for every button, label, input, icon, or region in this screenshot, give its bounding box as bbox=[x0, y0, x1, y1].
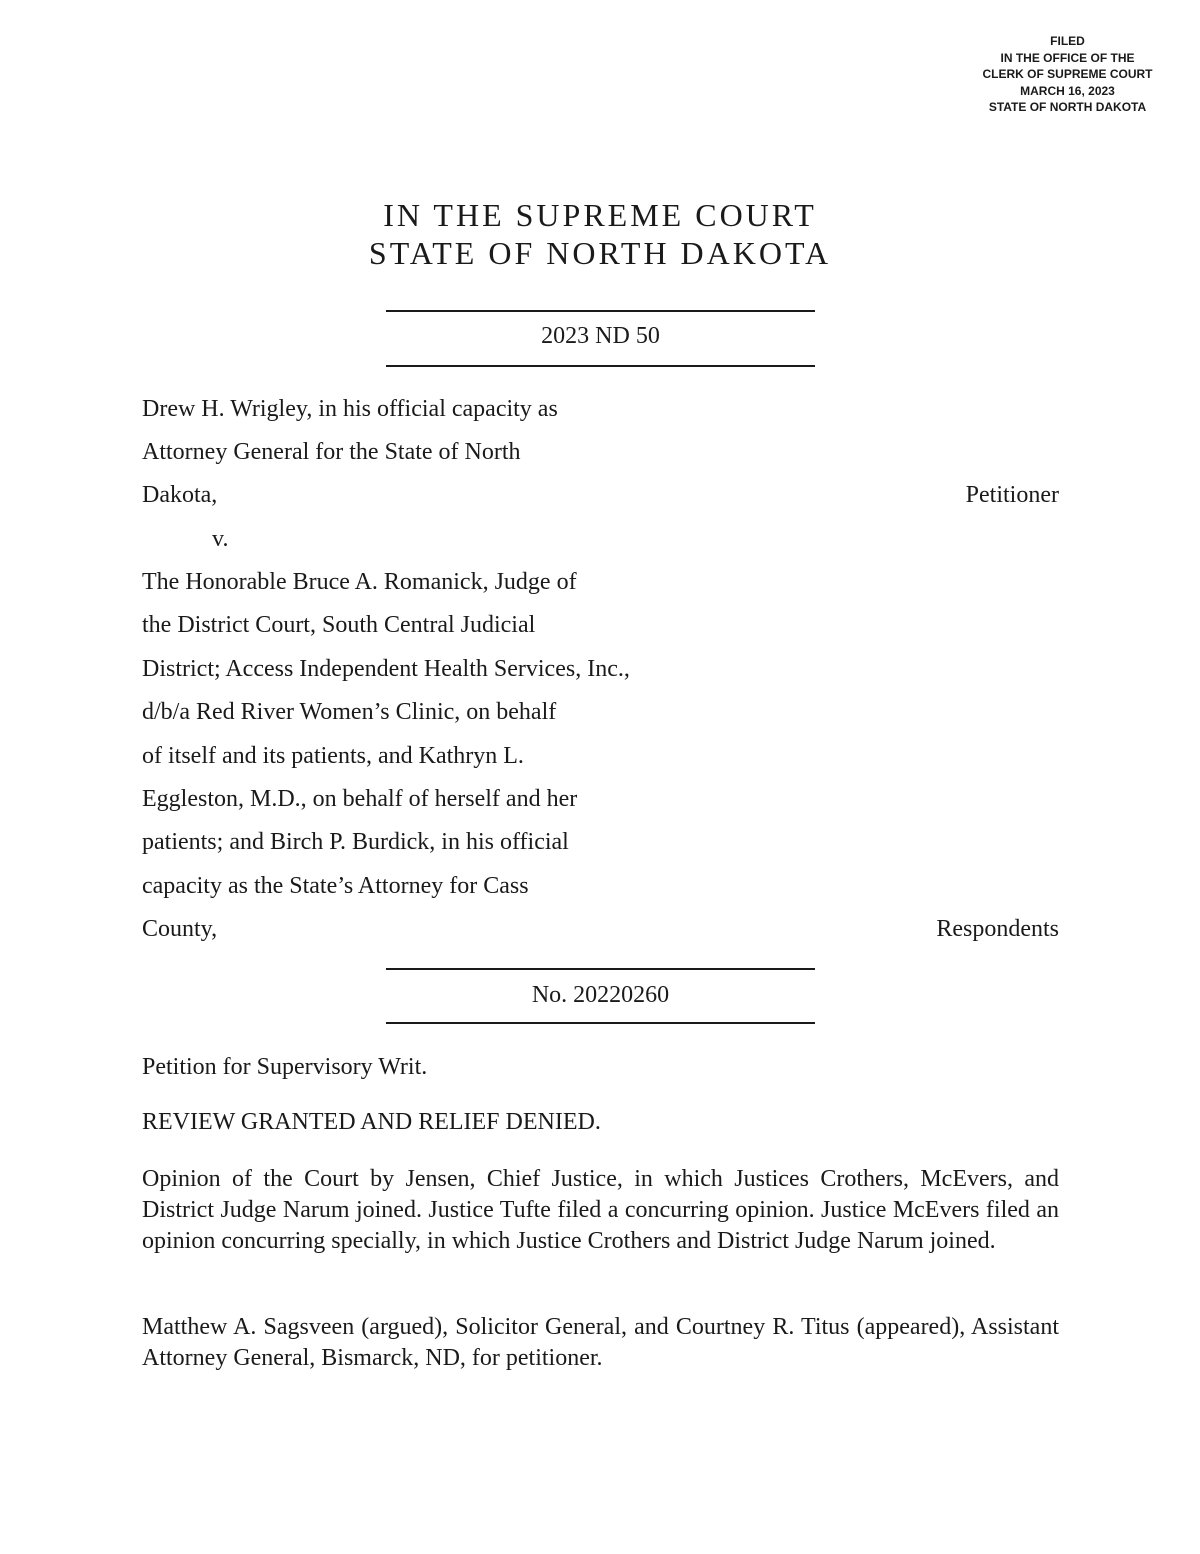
disposition: REVIEW GRANTED AND RELIEF DENIED. bbox=[142, 1109, 601, 1135]
petitioner-line: Attorney General for the State of North bbox=[142, 439, 521, 465]
respondent-line: capacity as the State’s Attorney for Cass bbox=[142, 873, 529, 899]
court-title-line-1: IN THE SUPREME COURT bbox=[383, 197, 817, 233]
respondent-line: Eggleston, M.D., on behalf of herself and her bbox=[142, 786, 578, 812]
filing-stamp-line: STATE OF NORTH DAKOTA bbox=[988, 100, 1147, 114]
divider-rule bbox=[386, 310, 815, 312]
respondent-line: of itself and its patients, and Kathryn L. bbox=[142, 743, 524, 769]
petitioner-line: Dakota, bbox=[142, 482, 218, 508]
filing-stamp-line: FILED bbox=[1050, 34, 1085, 48]
respondent-line: the District Court, South Central Judicial bbox=[142, 612, 536, 638]
divider-rule bbox=[386, 365, 815, 367]
petitioner-line: Drew H. Wrigley, in his official capacity as bbox=[142, 396, 558, 422]
court-title bbox=[0, 196, 1200, 272]
proceeding-type: Petition for Supervisory Writ. bbox=[142, 1054, 428, 1080]
respondent-line: County, bbox=[142, 916, 218, 942]
respondent-line: District; Access Independent Health Services, Inc., bbox=[142, 656, 630, 682]
filing-stamp bbox=[960, 33, 1175, 116]
docket-number: No. 20220260 bbox=[531, 982, 670, 1008]
filing-stamp-line: IN THE OFFICE OF THE bbox=[1000, 50, 1135, 65]
filing-stamp-line: MARCH 16, 2023 bbox=[1020, 83, 1115, 98]
court-title-line-2: STATE OF NORTH DAKOTA bbox=[368, 235, 832, 271]
respondent-line: d/b/a Red River Women’s Clinic, on behalf bbox=[142, 699, 557, 725]
counsel-listing: Matthew A. Sagsveen (argued), Solicitor General, and Courtney R. Titus (appeared), Assistant Attorney General, Bismarck, ND, for petitioner. bbox=[142, 1314, 1059, 1371]
divider-rule bbox=[386, 1022, 815, 1024]
divider-rule bbox=[386, 968, 815, 970]
versus: v. bbox=[212, 526, 229, 552]
respondent-line: patients; and Birch P. Burdick, in his official bbox=[142, 829, 569, 855]
petitioner-role: Petitioner bbox=[965, 482, 1059, 508]
respondent-role: Respondents bbox=[936, 916, 1059, 942]
filing-stamp-line: CLERK OF SUPREME COURT bbox=[982, 67, 1153, 81]
opinion-summary: Opinion of the Court by Jensen, Chief Justice, in which Justices Crothers, McEvers, and District Judge Narum joined. Justice Tufte filed a concurring opinion. Justice McEvers filed an opinion concurring specially, in which Justice Crothers and District Judge Narum joined. bbox=[142, 1166, 1059, 1254]
citation: 2023 ND 50 bbox=[541, 323, 660, 349]
respondent-line: The Honorable Bruce A. Romanick, Judge of bbox=[142, 569, 577, 595]
